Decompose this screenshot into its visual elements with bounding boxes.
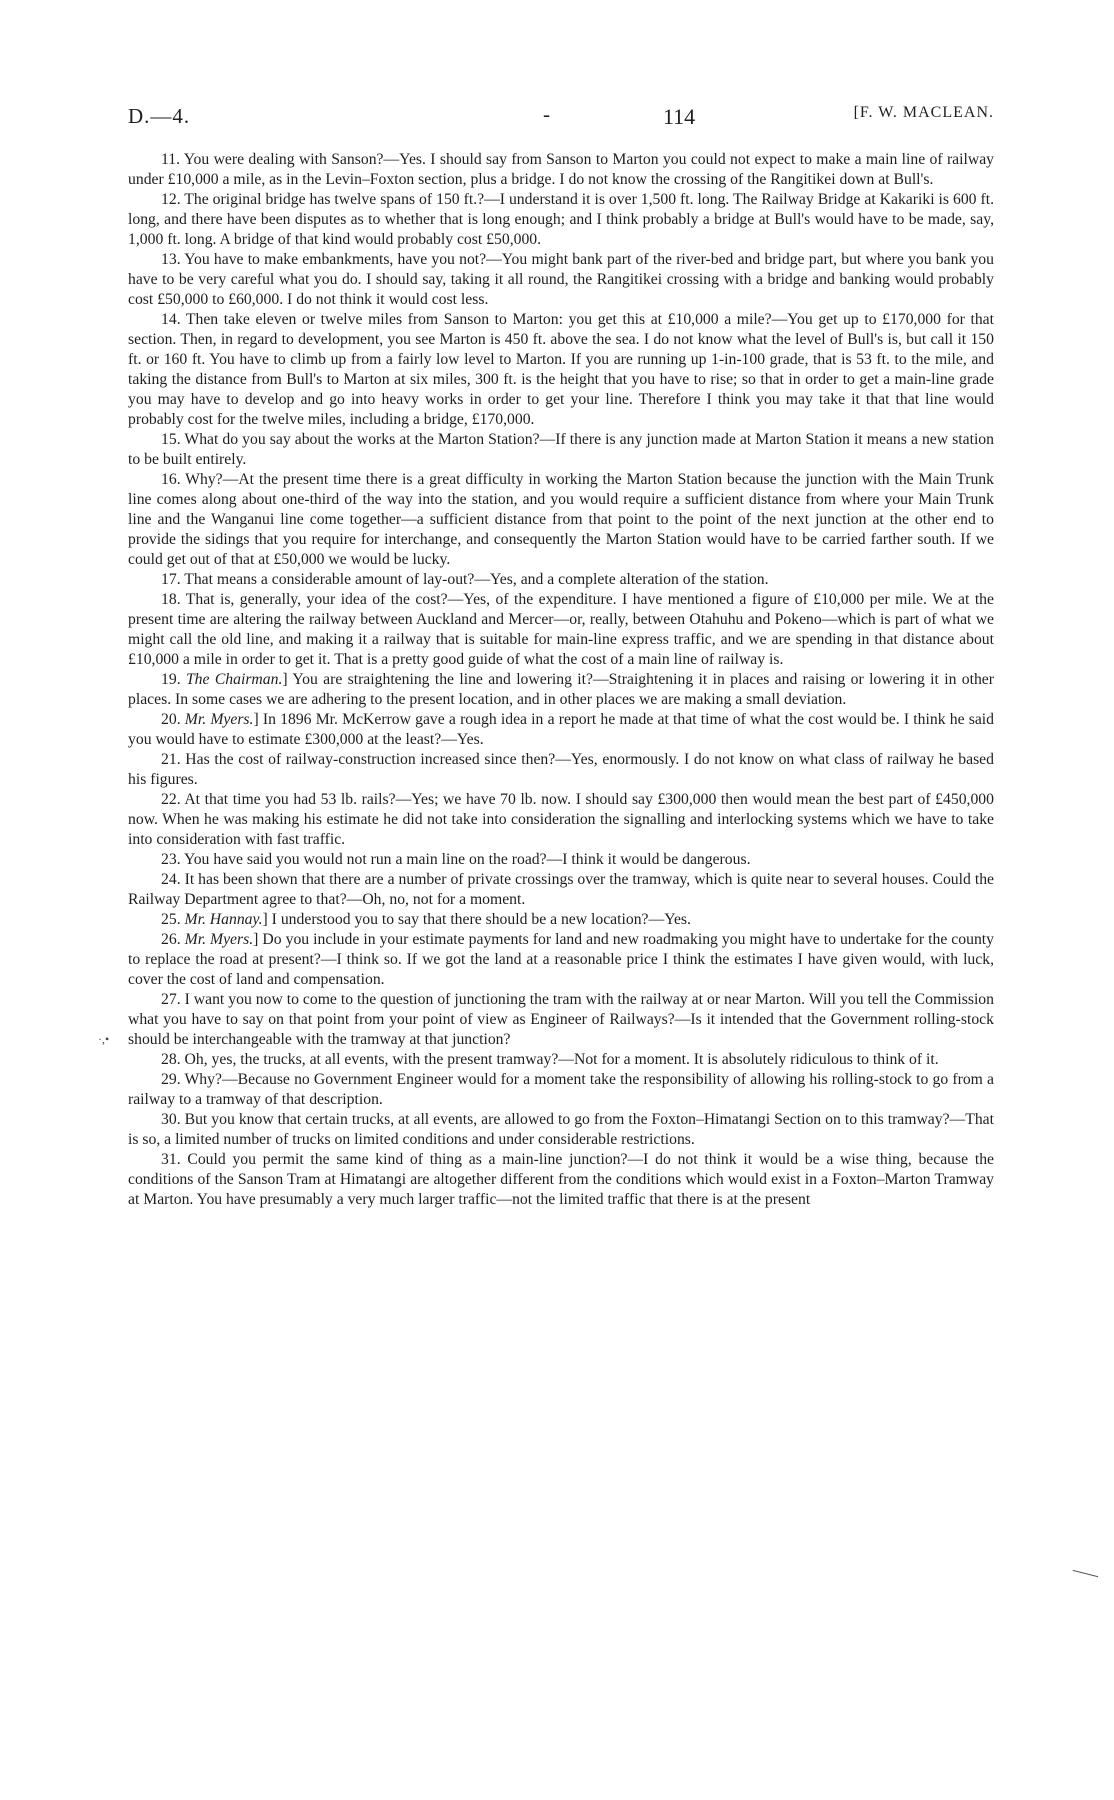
- paragraph-25: [128, 910, 994, 930]
- paragraph-26: [128, 930, 994, 990]
- speaker-name: Mr. Hannay.: [184, 911, 263, 928]
- paragraph-19: [128, 670, 994, 710]
- testimony-body: [128, 150, 994, 1210]
- speaker-name: Mr. Myers.: [184, 711, 254, 728]
- document-reference: D.—4.: [128, 104, 191, 128]
- margin-mark-right: [1072, 1570, 1098, 1581]
- paragraph-text: ] Do you include in your estimate payments for land and new roadmaking you might have to undertake for the county to replace the road at present?—I think so. If we got the land at a reasonable price I think the estimates I have given would, with luck, cover the cost of land and compensation.: [128, 931, 995, 988]
- paragraph-17: 17. That means a considerable amount of lay-out?—Yes, and a complete alteration of the station.: [161, 571, 769, 588]
- margin-mark-left: ·,•: [98, 1032, 110, 1046]
- paragraph-30: 30. But you know that certain trucks, at all events, are allowed to go from the Foxton–Himatangi Section on to this tramway?—That is so, a limited number of trucks on limited conditions and under considerable restrictions.: [128, 1111, 994, 1148]
- paragraph-21: 21. Has the cost of railway-construction increased since then?—Yes, enormously. I do not know on what class of railway he based his figures.: [128, 751, 994, 788]
- paragraph-28: 28. Oh, yes, the trucks, at all events, with the present tramway?—Not for a moment. It is absolutely ridiculous to think of it.: [161, 1051, 939, 1068]
- page-number: 114: [663, 104, 696, 129]
- question-number: 19.: [161, 671, 186, 688]
- paragraph-12: 12. The original bridge has twelve spans of 150 ft.?—I understand it is over 1,500 ft. long. The Railway Bridge at Kakariki is 600 ft. long, and there have been disputes as to whether that is long enough; and I think probably a bridge at Bull's would have to be made, say, 1,000 ft. long. A bridge of that kind would probably cost £50,000.: [128, 191, 994, 248]
- paragraph-16: 16. Why?—At the present time there is a great difficulty in working the Marton Station because the junction with the Main Trunk line comes along about one-third of the way into the station, and you would require a sufficient distance from where your Main Trunk line and the Wanganui line come together—a sufficient distance from that point to the point of the next junction at the other end to provide the sidings that you require for interchange, and consequently the Marton Station would have to be carried farther south. If we could get out of that at £50,000 we would be lucky.: [128, 471, 994, 568]
- paragraph-15: 15. What do you say about the works at the Marton Station?—If there is any junction made at Marton Station it means a new station to be built entirely.: [128, 431, 994, 468]
- paragraph-24: 24. It has been shown that there are a number of private crossings over the tramway, which is quite near to several houses. Could the Railway Department agree to that?—Oh, no, not for a moment.: [128, 871, 994, 908]
- paragraph-text: ] I understood you to say that there should be a new location?—Yes.: [262, 911, 691, 928]
- question-number: 26.: [161, 931, 185, 948]
- paragraph-18: 18. That is, generally, your idea of the cost?—Yes, of the expenditure. I have mentioned a figure of £10,000 per mile. We at the present time are altering the railway between Auckland and Mercer—or, really, between Otahuhu and Pokeno—which is part of what we might call the old line, and making it a railway that is suitable for main-line express traffic, and we are spending in that distance about £10,000 a mile in order to get it. That is a pretty good guide of what the cost of a main line of railway is.: [128, 591, 994, 668]
- paragraph-22: 22. At that time you had 53 lb. rails?—Yes; we have 70 lb. now. I should say £300,000 then would mean the best part of £450,000 now. When he was making his estimate he did not take into consideration the signalling and interlocking systems which we have to take into consideration with fast traffic.: [128, 791, 994, 848]
- question-number: 20.: [161, 711, 185, 728]
- page-header: [128, 104, 994, 134]
- paragraph-29: 29. Why?—Because no Government Engineer would for a moment take the responsibility of allowing his rolling-stock to go from a railway to a tramway of that description.: [128, 1071, 994, 1108]
- paragraph-text: ] In 1896 Mr. McKerrow gave a rough idea in a report he made at that time of what the cost would be. I think he said you would have to estimate £300,000 at the least?—Yes.: [128, 711, 994, 748]
- paragraph-20: [128, 710, 994, 750]
- paragraph-31: 31. Could you permit the same kind of thing as a main-line junction?—I do not think it would be a wise thing, because the conditions of the Sanson Tram at Himatangi are altogether different from the conditions which would exist in a Foxton–Marton Tramway at Marton. You have presumably a very much larger traffic—not the limited traffic that there is at the present: [128, 1151, 994, 1208]
- paragraph-14: 14. Then take eleven or twelve miles from Sanson to Marton: you get this at £10,000 a mile?—You get up to £170,000 for that section. Then, in regard to development, you see Marton is 450 ft. above the sea. I do not know what the level of Bull's is, but call it 150 ft. or 160 ft. You have to climb up from a fairly low level to Marton. If you are running up 1-in-100 grade, that is 53 ft. to the mile, and taking the distance from Bull's to Marton at six miles, 300 ft. is the height that you have to rise; so that in order to get a main-line grade you may have to develop and go into heavy works in order to get your line. Therefore I think you may take it that that line would probably cost for the twelve miles, including a bridge, £170,000.: [128, 311, 994, 428]
- paragraph-13: 13. You have to make embankments, have you not?—You might bank part of the river-bed and bridge part, but where you bank you have to be very careful what you do. I should say, taking it all round, the Rangitikei crossing with a bridge and banking would probably cost £50,000 to £60,000. I do not think it would cost less.: [128, 251, 994, 308]
- speaker-name: Mr. Myers.: [184, 931, 254, 948]
- paragraph-23: 23. You have said you would not run a main line on the road?—I think it would be dangerous.: [161, 851, 751, 868]
- witness-name: [F. W. MACLEAN.: [853, 104, 994, 121]
- question-number: 25.: [161, 911, 185, 928]
- speaker-name: The Chairman.: [185, 671, 283, 688]
- paragraph-11: 11. You were dealing with Sanson?—Yes. I should say from Sanson to Marton you could not expect to make a main line of railway under £10,000 a mile, as in the Levin–Foxton section, plus a bridge. I do not know the crossing of the Rangitikei down at Bull's.: [128, 151, 994, 188]
- paragraph-27: 27. I want you now to come to the question of junctioning the tram with the railway at or near Marton. Will you tell the Commission what you have to say on that point from your point of view as Engineer of Railways?—Is it intended that the Government rolling-stock should be interchangeable with the tramway at that junction?: [128, 991, 994, 1048]
- header-separator: -: [543, 102, 550, 126]
- paragraph-text: ] You are straightening the line and lowering it?—Straightening it in places and raising or lowering it in other places. In some cases we are adhering to the present location, and in other places we are making a small deviation.: [128, 671, 994, 708]
